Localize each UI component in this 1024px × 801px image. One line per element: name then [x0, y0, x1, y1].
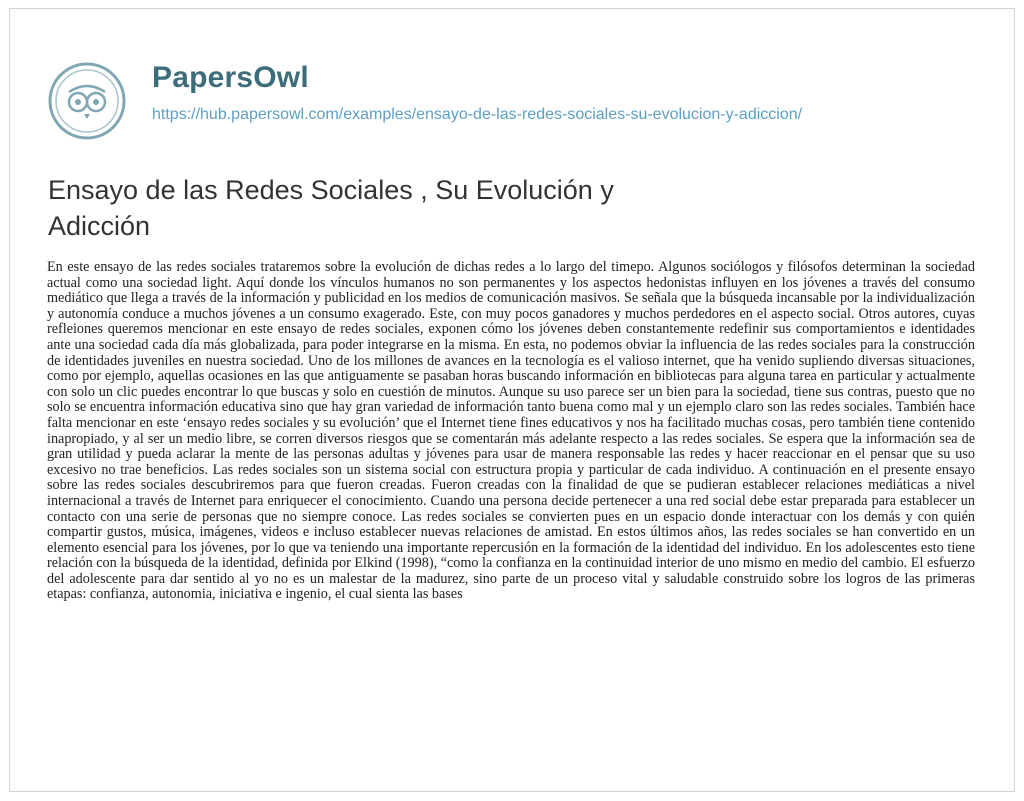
- source-url-link[interactable]: https://hub.papersowl.com/examples/ensayo-de-las-redes-sociales-su-evolucion-y-adiccion/: [152, 106, 803, 123]
- brand-name[interactable]: PapersOwl: [152, 61, 309, 94]
- document-title: Ensayo de las Redes Sociales , Su Evolución y Adicción: [48, 175, 614, 241]
- site-header: [48, 56, 988, 136]
- owl-logo-icon: [48, 62, 126, 140]
- document-body: En este ensayo de las redes sociales trataremos sobre la evolución de dichas redes a lo largo del timepo. Algunos sociólogos y filósofos determinan la sociedad actual como una sociedad light. Aquí donde los vínculos humanos no son permanentes y los aspectos hedonistas influyen en los jóvenes a través del consumo mediático que llega a través de la información y publicidad en los medios de comunicación masivos. Se señala que la búsqueda incansable por la individualización y autonomía conduce a muchos jóvenes a un consumo exagerado. Este, con muy pocos ganadores y muchos perdedores en el aspecto social. Otros autores, cuyas refleiones queremos mencionar en este ensayo de redes sociales, exponen cómo los jóvenes deben constantemente redefinir sus comportamientos e identidades ante una sociedad cada día más globalizada, para poder integrarse en la misma. En esta, no podemos obviar la influencia de las redes sociales para la construcción de identidades juveniles en nuestra sociedad. Uno de los millones de avances en la tecnología es el valioso internet, que ha venido supliendo diversas situaciones, como por ejemplo, aquellas ocasiones en las que antiguamente se pasaban horas buscando información en bibliotecas para alguna tarea en particular y actualmente con solo un clic puedes encontrar lo que buscas y solo en cuestión de minutos. Aunque su uso parece ser un bien para la sociedad, tiene sus contras, puesto que no solo se encuentra información educativa sino que hay gran variedad de información tanto buena como mal y un ejemplo claro son las redes sociales. También hace falta mencionar en este ‘ensayo redes sociales y su evolución’ que el Internet tiene fines educativos y nos ha facilitado muchas cosas, pero también tiene contenido inapropiado, y al ser un medio libre, se corren diversos riesgos que se comentarán más adelante respecto a las redes sociales. Se espera que la información sea de gran utilidad y pueda aclarar la mente de las personas adultas y jóvenes para usar de manera responsable las redes y hacer reaccionar en el pensar que su uso excesivo no trae beneficios. Las redes sociales son un sistema social con estructura propia y particular de cada individuo. A continuación en el presente ensayo sobre las redes sociales descubriremos para que fueron creadas. Fueron creadas con la finalidad de que se pudieran establecer relaciones mediáticas a nivel internacional a través de Internet para enriquecer el conocimiento. Cuando una persona decide pertenecer a una red social debe estar preparada para establecer un contacto con una serie de personas que no siempre conoce. Las redes sociales se convierten pues en un espacio donde interactuar con los demás y con quién compartir gustos, música, imágenes, videos e incluso establecer nuevas relaciones de amistad. En estos últimos años, las redes sociales se han convertido en un elemento esencial para los jóvenes, por lo que va teniendo una importante repercusión en la formación de la identidad del individuo. En los adolescentes esto tiene relación con la búsqueda de la identidad, definida por Elkind (1998), “como la confianza en la continuidad interior de uno mismo en medio del cambio. El esfuerzo del adolescente para dar sentido al yo no es un malestar de la madurez, sino parte de un proceso vital y saludable construido sobre los logros de las primeras etapas: confianza, autonomia, iniciativa e ingenio, el cual sienta las bases: [47, 259, 975, 603]
